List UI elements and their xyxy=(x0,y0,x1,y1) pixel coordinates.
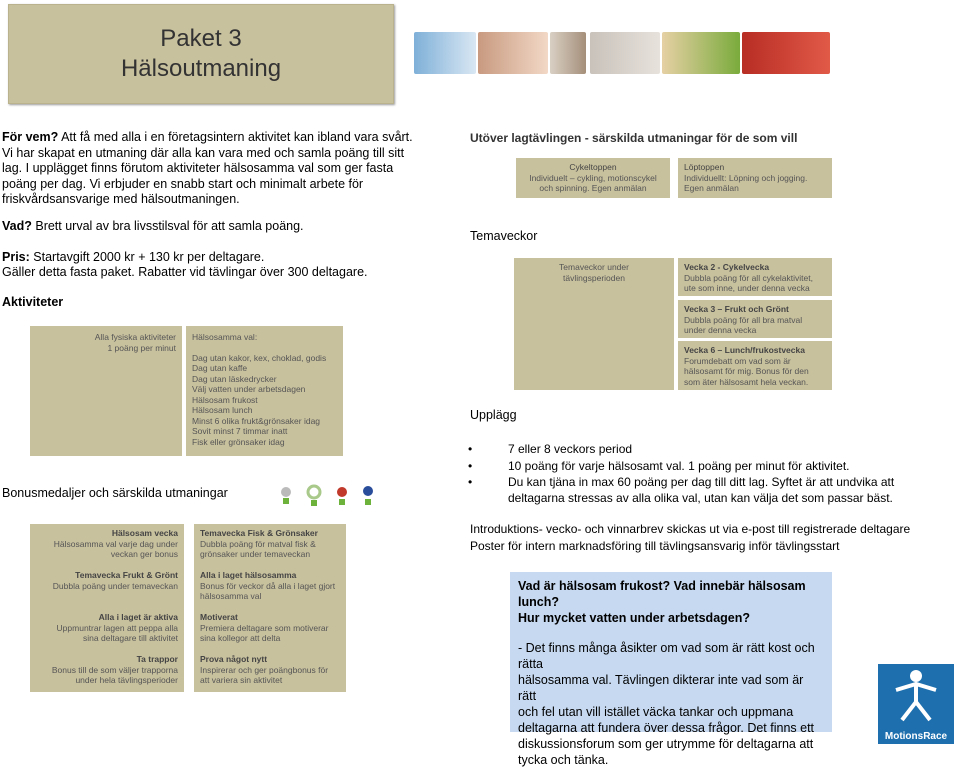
halsosamma-val-item: Hälsosam lunch xyxy=(192,405,253,415)
bonus-cell-title: Temavecka Fisk & Grönsaker xyxy=(200,528,318,538)
loptoppen-title: Löptoppen xyxy=(684,162,725,172)
bonus-cell-line: Dubbla poäng för matval fisk & xyxy=(200,538,316,549)
cykeltoppen-line: och spinning. Egen anmälan xyxy=(539,183,647,193)
bullet-icon: • xyxy=(468,458,473,473)
forum-answer-line: tycka och tänka. xyxy=(518,753,609,767)
intro-line2: Vi har skapat en utmaning där alla kan vara med och samla poäng till sitt xyxy=(2,145,405,160)
list-item-line: deltagarna stressas av alla olika val, utan kan välja det som passar bäst. xyxy=(508,490,893,505)
motionsrace-logo xyxy=(878,664,954,744)
photo-face xyxy=(478,32,548,74)
cykeltoppen-title: Cykeltoppen xyxy=(569,162,617,172)
bonus-cell-title: Alla i laget är aktiva xyxy=(98,612,178,622)
intro-line3: lag. I upplägget finns förutom aktiviteter hälsosamma val som ger fasta xyxy=(2,161,394,175)
bonus-cell-line: sina kollegor att delta xyxy=(200,633,281,643)
photo-water xyxy=(414,32,476,74)
aktiviteter-right-cell xyxy=(186,326,343,456)
runner-logo-icon xyxy=(878,664,954,726)
temavecka-line: hälsosamt för mig. Bonus för den xyxy=(684,366,809,376)
bonus-cell-line: under hela tävlingsperioder xyxy=(75,675,178,685)
logo-text: MotionsRace xyxy=(884,731,948,742)
bonus-cell-line: sina deltagare till aktivitet xyxy=(83,633,178,643)
title-line2: Hälsoutmaning xyxy=(120,55,282,82)
list-item xyxy=(468,442,908,458)
loptoppen-line: Individuellt: Löpning och jogging. xyxy=(684,172,808,183)
upplagg-heading: Upplägg xyxy=(470,408,517,422)
list-item xyxy=(468,475,908,506)
photo-muesli xyxy=(662,32,740,74)
bonus-cell-line: att variera sin aktivitet xyxy=(200,675,283,685)
temavecka-title: Vecka 2 - Cykelvecka xyxy=(684,262,770,272)
list-item xyxy=(468,459,908,475)
halsosamma-val-heading: Hälsosamma val: xyxy=(192,332,258,342)
bonus-cell-line: Bonus för veckor då alla i laget gjort xyxy=(200,580,336,591)
temavecka-line: under denna vecka xyxy=(684,325,757,335)
bonus-cell-line: Uppmuntrar lagen att peppa alla xyxy=(56,622,178,633)
bullet-icon: • xyxy=(468,442,473,456)
upplagg-list xyxy=(468,440,908,506)
bonus-cell xyxy=(30,566,184,608)
temaveckor-heading: Temaveckor xyxy=(470,229,538,243)
forum-question1: Vad är hälsosam frukost? Vad innebär hälsosam lunch? xyxy=(518,579,806,609)
info-text xyxy=(470,521,910,555)
temavecka-line: ute som inne, under denna vecka xyxy=(684,283,810,293)
bonus-cell xyxy=(194,608,346,650)
info-line2: Poster för intern marknadsföring till tävlingsansvarig inför tävlingsstart xyxy=(470,539,840,553)
pris-label: Pris: xyxy=(2,250,30,264)
loptoppen-line: Egen anmälan xyxy=(684,183,739,193)
aktiviteter-left-cell xyxy=(30,326,182,456)
vad-text: Brett urval av bra livsstilsval för att samla poäng. xyxy=(35,219,304,233)
intro-text xyxy=(2,130,432,208)
loptoppen-cell xyxy=(678,158,832,198)
list-item-text xyxy=(508,475,908,506)
medal-ring-icon xyxy=(308,486,320,506)
cykeltoppen-cell xyxy=(516,158,670,198)
temavecka-line: Forumdebatt om vad som är xyxy=(684,355,791,366)
bonus-cell xyxy=(194,566,346,608)
bonus-cell-line: Inspirerar och ger poängbonus för xyxy=(200,664,329,675)
bonus-cell-line: Bonus till de som väljer trapporna xyxy=(51,664,178,675)
forum-question2: Hur mycket vatten under arbetsdagen? xyxy=(518,611,751,625)
list-item-text: 10 poäng för varje hälsosamt val. 1 poäng per minut för aktivitet. xyxy=(508,458,850,473)
bonus-cell-title: Prova något nytt xyxy=(200,654,268,664)
halsosamma-val-item: Dag utan kakor, kex, choklad, godis xyxy=(192,352,327,363)
bonus-cell-line: Dubbla poäng under temaveckan xyxy=(52,580,178,591)
bonus-cell xyxy=(30,608,184,650)
halsosamma-val-item: Dag utan läskedrycker xyxy=(192,373,277,384)
bonus-cell-title: Hälsosam vecka xyxy=(111,528,178,538)
bonus-cell xyxy=(30,650,184,692)
galler-line: Gäller detta fasta paket. Rabatter vid tävlingar över 300 deltagare. xyxy=(2,265,368,279)
bonus-cell xyxy=(30,524,184,568)
forum-answer-line: diskussionsforum som ger utrymme för deltagarna att xyxy=(518,737,814,751)
temaveckor-left-line: tävlingsperioden xyxy=(563,272,625,283)
for-vem-text: Att få med alla i en företagsintern aktivitet kan ibland vara svårt. xyxy=(61,130,413,144)
bonus-cell-line: grönsaker under temaveckan xyxy=(200,549,311,559)
bonus-cell-line: veckan ger bonus xyxy=(110,549,178,559)
utover-heading: Utöver lagtävlingen - särskilda utmaningar för de som vill xyxy=(470,131,798,145)
bonus-cell-line: Hälsosamma val varje dag under xyxy=(53,538,178,549)
forum-box xyxy=(510,572,832,767)
temavecka-title: Vecka 3 – Frukt och Grönt xyxy=(684,304,789,314)
bonus-cell-title: Temavecka Frukt & Grönt xyxy=(75,570,178,580)
temavecka-cell xyxy=(678,341,832,390)
vad-label: Vad? xyxy=(2,219,32,233)
halsosamma-val-item: Hälsosam frukost xyxy=(192,394,258,405)
halsosamma-val-item: Dag utan kaffe xyxy=(192,363,248,373)
photo-pose xyxy=(590,32,660,74)
photo-strawberries xyxy=(742,32,830,74)
halsosamma-val-item: Fisk eller grönsaker idag xyxy=(192,436,285,447)
title-line1: Paket 3 xyxy=(160,25,242,52)
medal-red-icon xyxy=(337,487,347,505)
intro-line5: friskvårdsansvarige med hälsoutmaningen. xyxy=(2,192,240,206)
list-item-text: 7 eller 8 veckors period xyxy=(508,442,633,456)
forum-answer-line: - Det finns många åsikter om vad som är rätt kost och rätta xyxy=(518,641,815,671)
bonus-cell-title: Ta trappor xyxy=(136,654,178,664)
intro-line4: poäng per dag. Vi erbjuder en snabb start och minimalt arbete för xyxy=(2,176,364,191)
temaveckor-left-cell xyxy=(514,258,674,390)
halsosamma-val-item: Välj vatten under arbetsdagen xyxy=(192,384,306,394)
cykeltoppen-line: Individuelt – cykling, motionscykel xyxy=(529,172,657,183)
for-vem-label: För vem? xyxy=(2,130,59,144)
temaveckor-left-line: Temaveckor under xyxy=(559,262,629,272)
photo-person xyxy=(550,32,586,74)
halsosamma-val-item: Minst 6 olika frukt&grönsaker idag xyxy=(192,415,321,426)
forum-answer-line: och fel utan vill istället väcka tankar och uppmana xyxy=(518,705,794,719)
aktiviteter-left-line2: 1 poäng per minut xyxy=(107,342,176,353)
aktiviteter-left-line1: Alla fysiska aktiviteter xyxy=(94,332,176,342)
pris-line xyxy=(2,250,264,266)
medal-silver-icon xyxy=(281,487,291,504)
forum-answer-line: hälsosamma val. Tävlingen dikterar inte vad som är rätt xyxy=(518,673,804,703)
temavecka-line: Dubbla poäng för all cykelaktivitet, xyxy=(684,272,813,283)
temavecka-cell xyxy=(678,300,832,338)
bonus-heading: Bonusmedaljer och särskilda utmaningar xyxy=(2,486,228,500)
bonus-cell-line: hälsosamma val xyxy=(200,591,262,601)
medals-icon-group xyxy=(278,482,378,510)
bonus-cell xyxy=(194,650,346,692)
bullet-icon: • xyxy=(468,475,473,489)
aktiviteter-heading: Aktiviteter xyxy=(2,295,64,309)
pris-text: Startavgift 2000 kr + 130 kr per deltagare. xyxy=(33,250,265,264)
title-box xyxy=(8,4,394,104)
bonus-cell-title: Motiverat xyxy=(200,612,238,622)
halsosamma-val-item: Sovit minst 7 timmar inatt xyxy=(192,426,288,436)
temavecka-line: Dubbla poäng för all bra matval xyxy=(684,314,803,325)
vad-line xyxy=(2,219,304,235)
temavecka-title: Vecka 6 – Lunch/frukostvecka xyxy=(684,345,805,355)
bonus-cell xyxy=(194,524,346,568)
info-line1: Introduktions- vecko- och vinnarbrev skickas ut via e-post till registrerade deltagare xyxy=(470,522,911,536)
medal-blue-icon xyxy=(363,486,373,505)
bonus-cell-line: Premiera deltagare som motiverar xyxy=(200,622,329,633)
bonus-cell-title: Alla i laget hälsosamma xyxy=(200,570,297,580)
temavecka-line: som äter hälsosamt hela veckan. xyxy=(684,376,809,387)
forum-answer-line: deltagarna att fundera över dessa frågor. Det finns ett xyxy=(518,721,815,735)
temavecka-cell xyxy=(678,258,832,296)
list-item-line: Du kan tjäna in max 60 poäng per dag till ditt lag. Syftet är att undvika att xyxy=(508,475,895,489)
